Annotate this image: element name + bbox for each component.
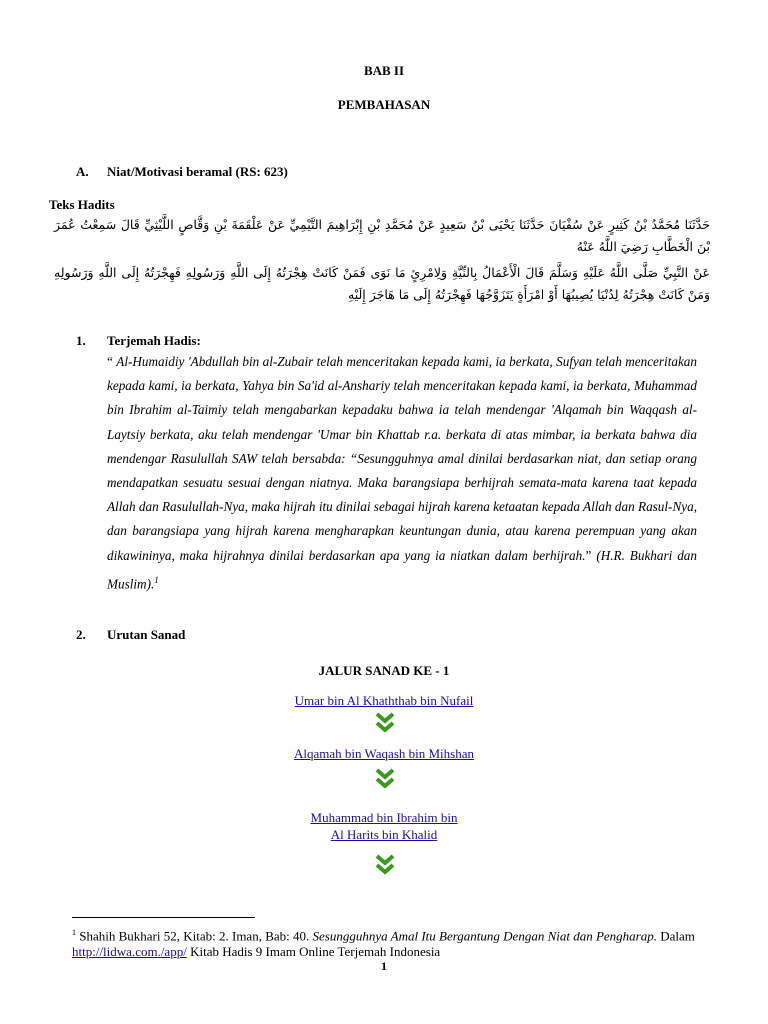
terjemah-paragraph bbox=[107, 350, 697, 596]
open-quote: “ bbox=[107, 354, 117, 369]
jalur-sanad-title: JALUR SANAD KE - 1 bbox=[318, 663, 450, 678]
narrator-link-umar[interactable]: Umar bin Al Khaththab bin Nufail bbox=[294, 693, 474, 708]
footnote-text: Shahih Bukhari 52, Kitab: 2. Iman, Bab: 40. bbox=[76, 928, 313, 944]
footnote-ref[interactable]: 1 bbox=[154, 574, 159, 585]
section-a-title: Niat/Motivasi beramal (RS: 623) bbox=[107, 164, 288, 179]
terjemah-text: Al-Humaidiy 'Abdullah bin al-Zubair telah menceritakan kepada kami, ia berkata, Sufyan telah menceritakan kepada kami, ia berkata, Yahya bin Sa'id al-Anshariy telah menceritakan kepada kami, ia berkata, Muhammad bin Ibrahim al-Taimiy telah mengabarkan kepadaku bahwa ia telah mendengar 'Alqamah bin Waqqash al-Laytsiy berkata, aku telah mendengar 'Umar bin Khattab r.a. berkata di atas mimbar, ia berkata bahwa dia mendengar Rasulullah SAW telah bersabda: “Sesungguhnya amal dinilai berdasarkan niat, dan setiap orang mendapatkan sesuatu sesuai dengan niatnya. Maka barangsiapa berhijrah semata-mata karena taat kepada Allah dan Rasulullah-Nya, maka hijrah itu dinilai sebagai hijrah karena ketaatan kepada Allah dan Rasul-Nya, dan barangsiapa yang hijrah karena mengharapkan keuntungan dunia, atau karena perempuan yang akan dikawininya, maka hijrahnya dinilai berdasarkan apa yang ia niatkan dalam berhijrah. bbox=[107, 354, 697, 563]
close-quote: ” bbox=[585, 547, 592, 563]
section-a-letter: A. bbox=[76, 164, 89, 179]
chevron-down-icon bbox=[373, 767, 397, 791]
chevron-down-icon bbox=[373, 711, 397, 735]
footnote-source: Kitab Hadis 9 Imam Online Terjemah Indonesia bbox=[186, 944, 441, 960]
footnote bbox=[72, 925, 702, 960]
hadith-arabic-matn: عَنْ النَّبِيِّ صَلَّى اللَّهُ عَلَيْهِ وَسَلَّمَ قَالَ الْأَعْمَالُ بِالنِّيَّةِ وَلِامْرِئٍ مَا نَوَى فَمَنْ كَانَتْ هِجْرَتُهُ إِلَى اللَّهِ وَرَسُولِهِ فَهِجْرَتُهُ إِلَى اللَّهِ وَرَسُولِهِ وَمَنْ كَانَتْ هِجْرَتُهُ لِدُنْيَا يُصِيبُهَا أَوْ امْرَأَةٍ يَتَزَوَّجُهَا فَهِجْرَتُهُ إِلَى مَا هَاجَرَ إِلَيْهِ bbox=[54, 265, 710, 302]
teks-hadits-label: Teks Hadits bbox=[49, 197, 115, 212]
sanad-number: 2. bbox=[76, 627, 86, 642]
page-number: 1 bbox=[381, 959, 387, 973]
narrator-link-alqamah[interactable]: Alqamah bin Waqash bin Mihshan bbox=[294, 746, 474, 761]
page-title: PEMBAHASAN bbox=[337, 97, 431, 112]
footnote-link[interactable]: http://lidwa.com./app/ bbox=[72, 944, 187, 960]
chapter-heading: BAB II bbox=[363, 63, 405, 78]
hadith-arabic-sanad: حَدَّثَنَا مُحَمَّدُ بْنُ كَثِيرٍ عَنْ سُفْيَانَ حَدَّثَنَا يَحْيَى بْنُ سَعِيدٍ عَنْ مُحَمَّدِ بْنِ إِبْرَاهِيمَ التَّيْمِيِّ عَنْ عَلْقَمَةَ بْنِ وَقَّاصٍ اللَّيْثِيِّ قَالَ سَمِعْتُ عُمَرَ بْنَ الْخَطَّابِ رَضِيَ اللَّهُ عَنْهُ bbox=[54, 217, 710, 254]
terjemah-number: 1. bbox=[76, 333, 86, 348]
footnote-dalam: Dalam bbox=[656, 928, 695, 944]
terjemah-source: (H.R. Bukhari dan Muslim). bbox=[107, 547, 697, 592]
terjemah-heading: Terjemah Hadis: bbox=[107, 333, 201, 348]
narrator-link-muhammad[interactable]: Muhammad bin Ibrahim bin bbox=[310, 810, 458, 825]
sanad-heading: Urutan Sanad bbox=[107, 627, 186, 642]
narrator-link-muhammad-cont[interactable]: Al Harits bin Khalid bbox=[330, 827, 438, 842]
footnote-marker: 1 bbox=[72, 928, 76, 937]
chevron-down-icon bbox=[373, 853, 397, 877]
footnote-divider bbox=[72, 917, 255, 918]
footnote-title: Sesungguhnya Amal Itu Bergantung Dengan Niat dan Pengharap. bbox=[312, 928, 657, 944]
